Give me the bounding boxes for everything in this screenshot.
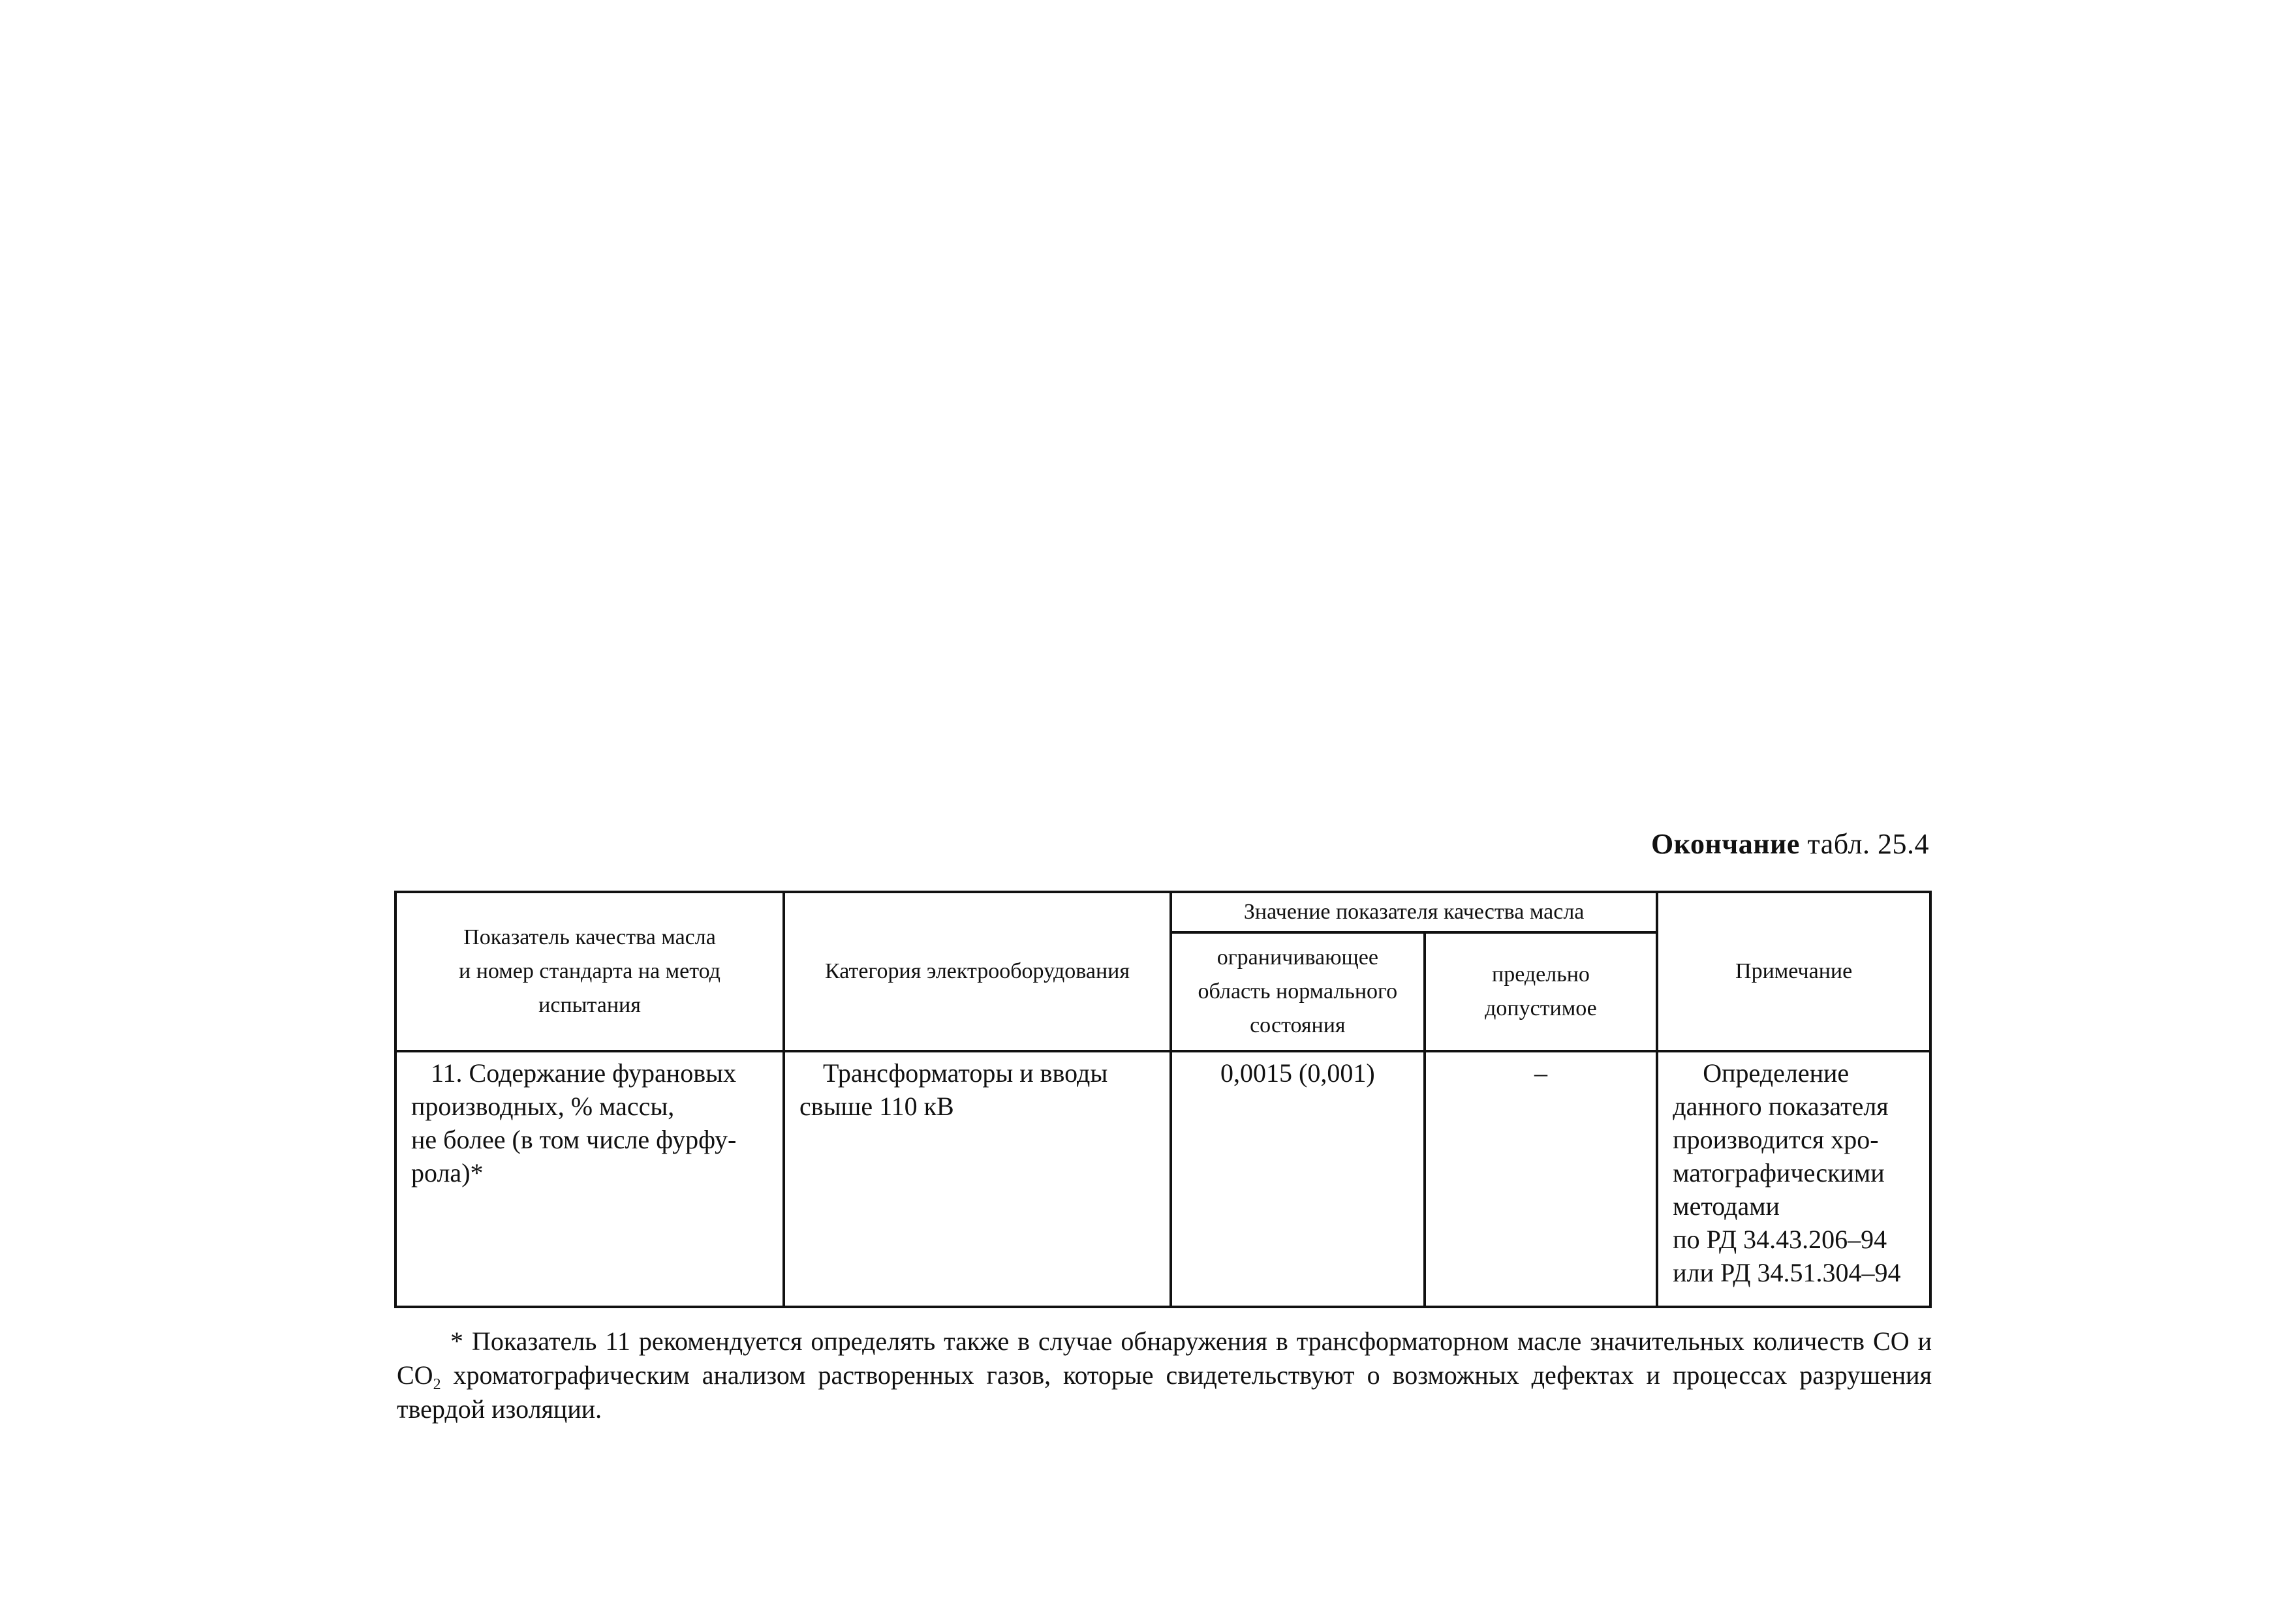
table-row <box>395 1051 1930 1307</box>
note-rest: данного показателя производится хро- матографическими методами по РД 34.43.206–94 или РД 34.51.304–94 <box>1673 1092 1901 1287</box>
header-value-group: Значение показателя качества масла <box>1171 892 1657 932</box>
table-caption <box>1651 827 1929 861</box>
quality-table <box>394 891 1932 1308</box>
header-normal-limit: ограничивающее область нормального состояния <box>1171 932 1425 1051</box>
category-first-line: Трансформаторы и вводы <box>823 1058 1108 1088</box>
cell-max-allowed: – <box>1425 1051 1658 1307</box>
footnote <box>397 1325 1932 1426</box>
footnote-subscript: 2 <box>433 1376 441 1393</box>
caption-word: Окончание <box>1651 828 1800 860</box>
cell-normal-limit: 0,0015 (0,001) <box>1171 1051 1425 1307</box>
indicator-first-line: 11. Содержание фурановых <box>431 1058 736 1088</box>
category-rest: свыше 110 кВ <box>799 1092 954 1121</box>
caption-table-number: табл. 25.4 <box>1799 828 1929 860</box>
header-max-allowed: предельно допустимое <box>1425 932 1658 1051</box>
header-row-1 <box>395 892 1930 932</box>
header-indicator: Показатель качества масла и номер стандарта на метод испытания <box>395 892 784 1051</box>
indicator-rest: производных, % массы, не более (в том числе фурфу- рола)* <box>411 1092 737 1187</box>
header-category: Категория электрооборудования <box>784 892 1171 1051</box>
cell-note <box>1657 1051 1930 1307</box>
header-note: Примечание <box>1657 892 1930 1051</box>
cell-category <box>784 1051 1171 1307</box>
footnote-part1: * Показатель 11 рекомендуется определять также в случае обнаружения в трансформаторном масле значительных количеств СО и СО <box>397 1326 1932 1390</box>
note-first-line: Определение <box>1703 1058 1850 1088</box>
cell-indicator <box>395 1051 784 1307</box>
footnote-part2: хроматографическим анализом растворенных газов, которые свидетельствуют о возможных дефектах и процессах разрушения твердой изоляции. <box>397 1360 1932 1424</box>
